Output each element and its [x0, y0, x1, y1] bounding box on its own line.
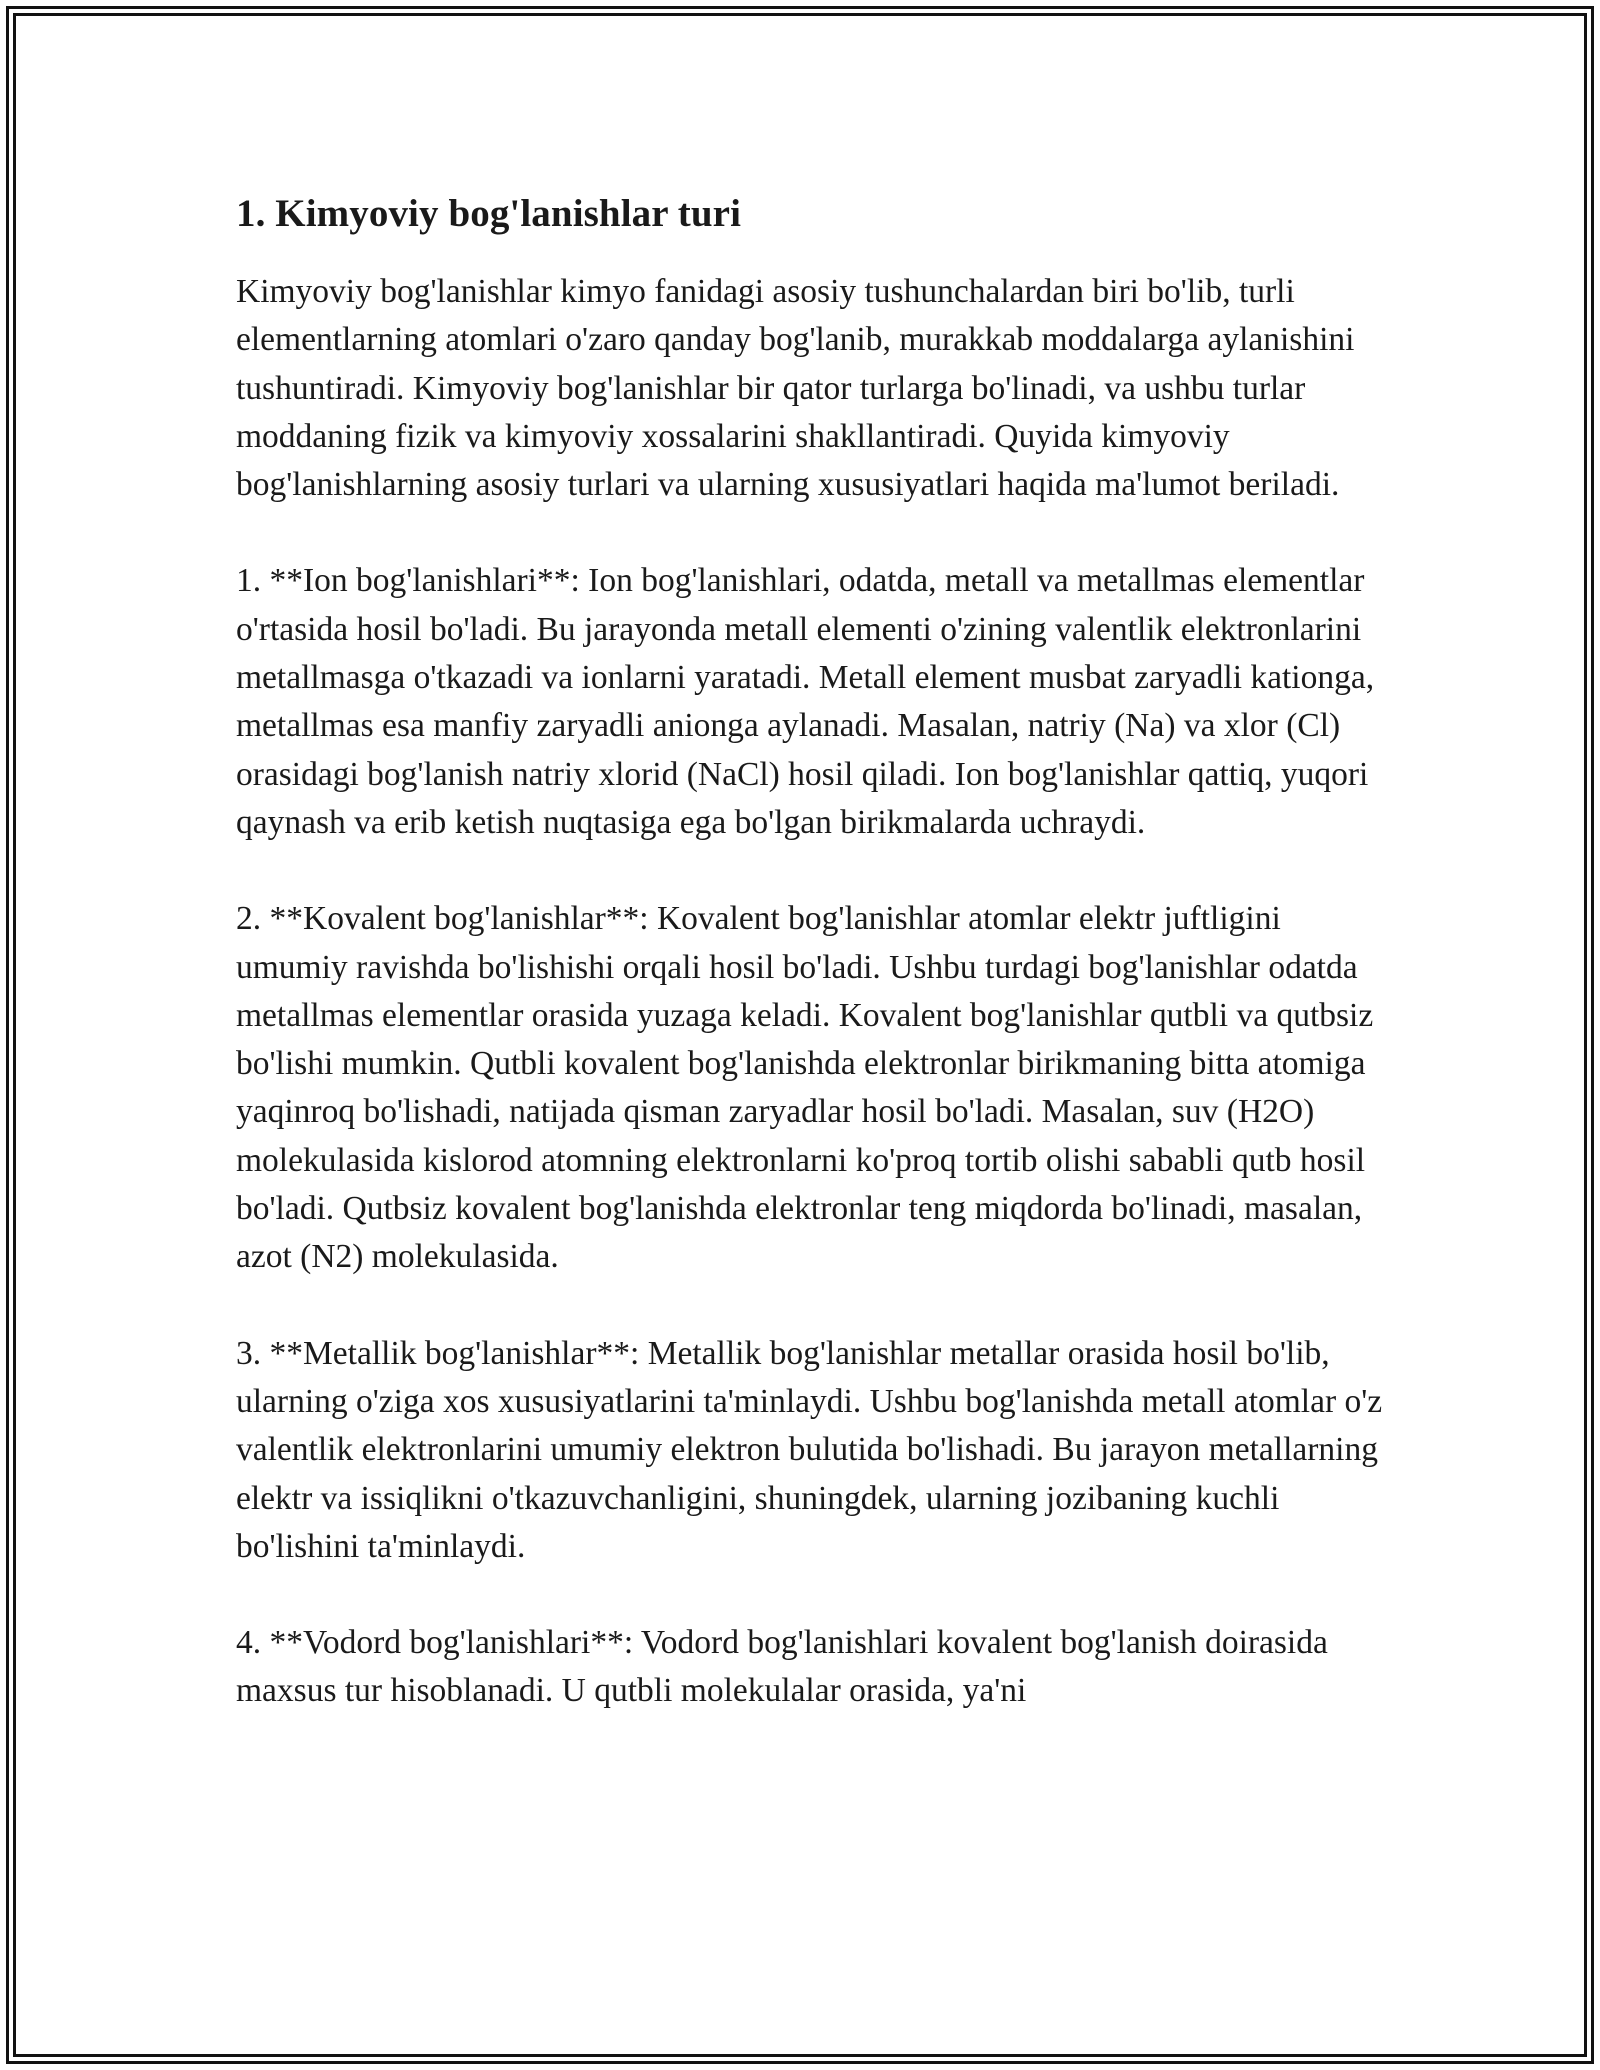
document-body: [236, 186, 1386, 1764]
paragraph-covalent-bonds: 2. **Kovalent bog'lanishlar**: Kovalent bog'lanishlar atomlar elektr juftligini umumiy ravishda bo'lishishi orqali hosil bo'ladi. Ushbu turdagi bog'lanishlar odatda metallmas elementlar orasida yuzaga keladi. Kovalent bog'lanishlar qutbli va qutbsiz bo'lishi mumkin. Qutbli kovalent bog'lanishda elektronlar birikmaning bitta atomiga yaqinroq bo'lishadi, natijada qisman zaryadlar hosil bo'ladi. Masalan, suv (H2O) molekulasida kislorod atomning elektronlarni ko'proq tortib olishi sababli qutb hosil bo'ladi. Qutbsiz kovalent bog'lanishda elektronlar teng miqdorda bo'linadi, masalan, azot (N2) molekulasida.: [236, 900, 1374, 1276]
paragraph-metallic-bonds: 3. **Metallik bog'lanishlar**: Metallik bog'lanishlar metallar orasida hosil bo'lib, ularning o'ziga xos xususiyatlarini ta'minlaydi. Ushbu bog'lanishda metall atomlar o'z valentlik elektronlarini umumiy elektron bulutida bo'lishadi. Bu jarayon metallarning elektr va issiqlikni o'tkazuvchanligini, shuningdek, ularning jozibaning kuchli bo'lishini ta'minlaydi.: [236, 1334, 1383, 1565]
paragraph-hydrogen-bonds: 4. **Vodord bog'lanishlari**: Vodord bog'lanishlari kovalent bog'lanish doirasida maxsus tur hisoblanadi. U qutbli molekulalar orasida, ya'ni: [236, 1624, 1328, 1710]
document-title: 1. Kimyoviy bog'lanishlar turi: [236, 192, 742, 235]
paragraph-ionic-bonds: 1. **Ion bog'lanishlari**: Ion bog'lanishlari, odatda, metall va metallmas elementlar o'rtasida hosil bo'ladi. Bu jarayonda metall elementi o'zining valentlik elektronlarini metallmasga o'tkazadi va ionlarni yaratadi. Metall element musbat zaryadli kationga, metallmas esa manfiy zaryadli anionga aylanadi. Masalan, natriy (Na) va xlor (Cl) orasidagi bog'lanish natriy xlorid (NaCl) hosil qiladi. Ion bog'lanishlar qattiq, yuqori qaynash va erib ketish nuqtasiga ega bo'lgan birikmalarda uchraydi.: [236, 562, 1375, 841]
paragraph-intro: Kimyoviy bog'lanishlar kimyo fanidagi asosiy tushunchalardan biri bo'lib, turli elementlarning atomlari o'zaro qanday bog'lanib, murakkab moddalarga aylanishini tushuntiradi. Kimyoviy bog'lanishlar bir qator turlarga bo'linadi, va ushbu turlar moddaning fizik va kimyoviy xossalarini shakllantiradi. Quyida kimyoviy bog'lanishlarning asosiy turlari va ularning xususiyatlari haqida ma'lumot beriladi.: [236, 273, 1355, 504]
